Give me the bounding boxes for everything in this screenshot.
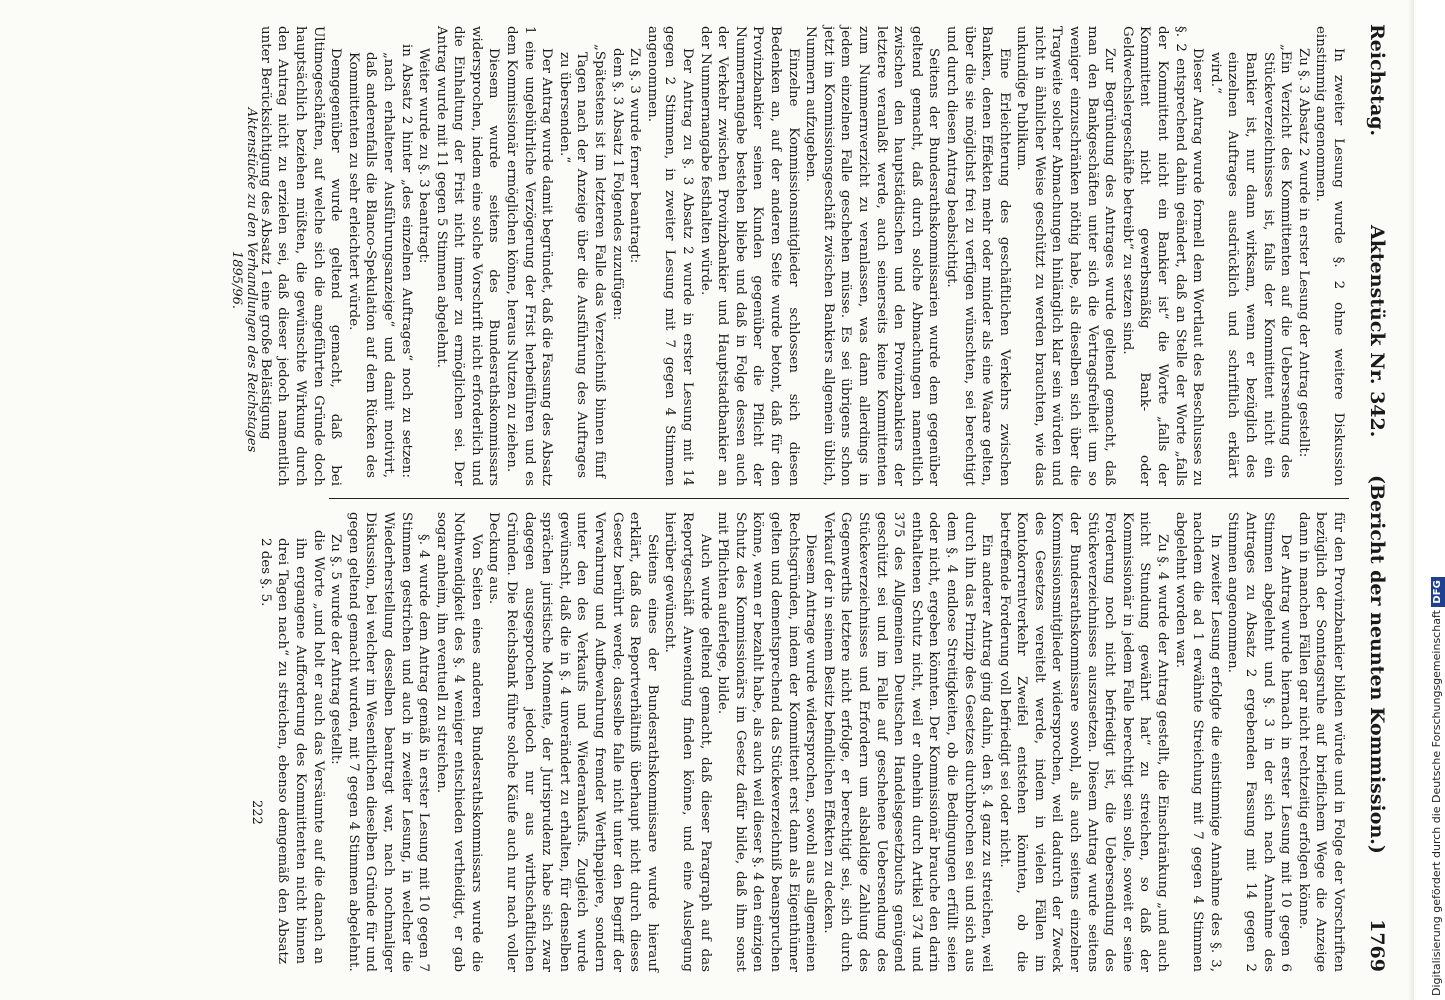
quoted-motion: „Spätestens ist im letzteren Falle das Verzeichniß binnen fünf Tagen nach der Anzeige über die Ausführung des Auftrages zu übersenden.“ — [556, 44, 608, 478]
paragraph: Von Seiten eines anderen Bundesrathskommissars wurde die Nothwendigkeit des §. 4 weniger entschieden vertheidigt, er gab sogar anheim, ihn eventuell zu streichen. — [433, 512, 484, 972]
paragraph: Zu §. 3 Absatz 2 wurde in erster Lesung der Antrag gestellt: — [1295, 48, 1311, 458]
paragraph: Zu §. 3 wurde ferner beantragt: — [627, 48, 643, 264]
footer-page-number: 222 — [249, 800, 264, 825]
credit-text: Digitalisierung gefördert durch die Deutsche Forschungsgemeinschaft — [1430, 610, 1443, 996]
paragraph: Der Antrag zu §. 3 Absatz 2 wurde in erster Lesung mit 14 gegen 2 Stimmen, in zweiter Lesung mit 7 gegen 4 Stimmen angenommen. — [644, 26, 696, 486]
quoted-motion: in Absatz 2 hinter „des einzelnen Auftrages“ noch zu setzen: „nach erhaltener Ausführungsanzeige“ und damit motivirt, daß anderenfalls die Blanco-Spekulation auf dem Rücken des Kommittenten zu sehr erleichtert würde. — [345, 44, 414, 478]
dfg-logo: DFG — [1431, 577, 1445, 606]
paragraph: Demgegenüber wurde geltend gemacht, daß bei Ultimogeschäften, auf welche sich die angeführten Gründe doch hauptsächlich beziehen müßten, die gewünschte Wirkung durch den Antrag nicht zu erzielen sei, daß dieser jedoch namentlich unter Berücksichtigung des Absatz 1 eine große Belästigung — [257, 26, 344, 486]
paragraph: Einzelne Kommissionsmitglieder schlossen sich diesen Bedenken an, auf der anderen Seite wurde betont, daß für den Provinzbankier seinen Kunden gegenüber die Pflicht der Nummernangabe bestehen bliebe und daß in Folge dessen auch der Verkehr zwischen Provinzbankier und Hauptstadtbankier an der Nummernangabe festhalten würde. — [697, 26, 801, 486]
paragraph: In zweiter Lesung wurde §. 2 ohne weitere Diskussion einstimmig angenommen. — [1313, 26, 1346, 486]
paragraph: In zweiter Lesung erfolgte die einstimmige Annahme des §. 3, nachdem die ad 1 erwähnte Streichung mit 7 gegen 4 Stimmen abgelehnt worden war. — [1172, 512, 1223, 972]
paragraph: dem §. 3 Absatz 1 Folgendes zuzufügen: — [609, 48, 625, 321]
paragraph: Auch wurde geltend gemacht, daß dieser Paragraph auf das Reportgeschäft Anwendung finden könne, und eine Auslegung hierüber gewünscht. — [662, 512, 713, 972]
left-column — [257, 26, 1347, 486]
quoted-motion: „Ein Verzicht des Kommittenten auf die Uebersendung des Stückeverzeichnisses ist, falls der Kommittent nicht ein Bankier ist, nur dann wirksam, wenn er bezüglich des einzelnen Auftrages ausdrücklich und schriftlich erklärt wird.“ — [1207, 44, 1294, 478]
digitization-sidebar — [1416, 0, 1443, 1000]
header-left: Reichstag. — [1366, 24, 1388, 137]
paragraph: für den Provinzbankier bilden würde und in Folge der Vorschriften bezüglich der Sonntagsruhe auf brieflichem Wege die Anzeige dann in manchen Fällen gar nicht rechtzeitig erfolgen könne. — [1295, 512, 1346, 972]
paragraph: Der Antrag wurde hiernach in erster Lesung mit 10 gegen 6 Stimmen abgelehnt und §. 3 in der sich nach Annahme des Antrages zu Absatz 2 ergebenden Fassung mit 14 gegen 2 Stimmen angenommen. — [1225, 512, 1294, 972]
quoted-motion: die Worte „und holt er auch das Versäumte auf die danach an ihn ergangene Aufforderung des Kommittenten nicht binnen drei Tagen nach“ zu streichen, ebenso demgemäß den Absatz 2 des §. 5. — [257, 530, 326, 964]
scan-edge-shadow — [1408, 0, 1414, 1000]
paragraph: Seitens eines der Bundesrathskommissare wurde hierauf erklärt, daß das Reportverhältniß überhaupt nicht durch dieses Gesetz berührt werde; dasselbe falle nicht unter den Begriff der Verwahrung und Aufbewahrung fremder Werthpapiere, sondern unter den des Verkaufs und Wiederankaufs. Zugleich wurde gewünscht, daß die in §. 4 unverändert zu erhalten, für denselben sprächen juristische Momente, der Jurisprudenz habe sich zwar dagegen ausgesprochen jedoch nur aus wirthschaftlichen Gründen. Die Reichsbank führe solche Käufe auch nur nach voller Deckung aus. — [486, 512, 660, 972]
paragraph: Zu §. 4 wurde der Antrag gestellt, die Einschränkung „und auch nicht Stundung gewährt hat“ zu streichen, so daß der Kommissionär in jedem Falle berechtigt sein solle, soweit er seine Forderung noch nicht befriedigt ist, die Uebersendung des Stückeverzeichnisses auszusetzen. Diesem Antrag wurde seitens der Bundesrathskommissare sowohl, als auch seitens einzelner Kommissionsmitglieder widersprochen, weil dadurch der Zweck des Gesetzes vereitelt werde, indem in vielen Fällen im Kontokorrentverkehr Zweifel entstehen könnten, ob die betreffende Forderung voll befriedigt sei oder nicht. — [996, 512, 1171, 972]
page-header — [1355, 20, 1399, 980]
right-column — [257, 512, 1347, 972]
column-divider — [329, 498, 1349, 499]
digitization-credit — [1430, 36, 1445, 996]
paragraph: Der Antrag wurde damit begründet, daß die Fassung des Absatz 1 eine ungebührliche Verzögerung der Frist herbeiführen und es dem Kommissionär ermöglichen könne, heraus Nutzen zu ziehen. — [504, 26, 555, 486]
paragraph: Seitens der Bundesrathskommissarien wurde dem gegenüber geltend gemacht, daß durch solche Abmachungen namentlich zwischen den hauptstädtischen und den Provinzbankiers der letztere veranlaßt werde, auch seinerseits keine Kommittenten zum Nummernverzicht zu veranlassen, was dann allerdings in jedem einzelnen Falle geschehen müsse. Es sei übrigens schon jetzt im Kommissionsgeschäft zwischen Bankiers allgemein üblich, Nummern aufzugeben. — [803, 26, 942, 486]
paragraph: Eine Erleichterung des geschäftlichen Verkehrs zwischen Banken, denen Effekten mehr oder minder als eine Waare gelten, über die sie möglichst frei zu verfügen wünschten, sei berechtigt und durch diesen Antrag beabsichtigt. — [943, 26, 1012, 486]
header-center-subtitle: (Bericht der neunten Kommission.) — [1366, 475, 1388, 854]
paragraph: Diesem wurde seitens des Bundesrathskommissars widersprochen, indem eine solche Vorschrift nicht erforderlich und die Einhaltung der Frist nicht immer zu ermöglichen sei. Der Antrag wurde mit 11 gegen 5 Stimmen abgelehnt. — [433, 26, 502, 486]
page-footer: Aktenstücke zu den Verhandlungen des Reichstages 1895/96. — [229, 107, 259, 453]
rotated-document — [59, 20, 1399, 980]
paragraph: Dieser Antrag wurde formell dem Wortlaut des Beschlusses zu §. 2 entsprechend dahin geändert, daß an Stelle der Worte „falls der Kommittent nicht ein Bankier ist“ die Worte „falls der Kommittent nicht gewerbsmäßig Bank- oder Geldwechslergeschäfte betreibt“ zu setzen sind. — [1119, 26, 1206, 486]
paragraph: Diesem Antrage wurde widersprochen, sowohl aus allgemeinen Rechtsgründen, indem der Kommittent erst dann als Eigenthümer gelten und dementsprechend das Stückeverzeichniß beanspruchen könne, wenn er bezahlt habe, als auch weil dieser §. 4 den einzigen Schutz des Kommissionärs im Gesetz dafür bilde, daß ihm sonst mit Pflichten auferlege, bilde. — [715, 512, 819, 972]
paragraph: Ein anderer Antrag ging dahin, den §. 4 ganz zu streichen, weil durch ihn das Prinzip des Gesetzes durchbrochen sei und sich aus dem §. 4 endlose Streitigkeiten, ob die Bedingungen erfüllt seien oder nicht, ergeben könnten. Der Kommissionär brauche den darin enthaltenen Schutz nicht, weil er ohnehin durch Artikel 374 und 375 des Allgemeinen Deutschen Handelsgesetzbuchs genügend geschützt sei und im Falle auf geschehene Uebersendung des Stückeverzeichnisses und Erfordern um alsbaldige Zahlung des Gegenwerths letztere nicht erfolge, er berechtigt sei, sich durch Verkauf der in seinem Besitz befindlichen Effekten zu decken. — [820, 512, 995, 972]
header-center: Aktenstück Nr. 342. — [1366, 225, 1388, 438]
paragraph: Weiter wurde zu §. 3 beantragt: — [416, 48, 432, 264]
paragraph: Zur Begründung des Antrages wurde geltend gemacht, daß man den Bankgeschäften unter sich die Vertragsfreiheit um so weniger einzuschränken nöthig habe, als dieselben sich über die Tragweite solcher Abmachungen hinlänglich klar sein würden und nicht in ähnlicher Weise geschützt zu werden brauchten, wie das unkundige Publikum. — [1014, 26, 1118, 486]
header-page-number: 1769 — [1366, 919, 1388, 972]
paragraph: §. 4 wurde dem Antrag gemäß in erster Lesung mit 10 gegen 7 Stimmen gestrichen und auch in zweiter Lesung, in welcher die Wiederherstellung desselben beantragt war, nach nochmaliger Diskussion, bei welcher im Wesentlichen dieselben Gründe für und gegen geltend gemacht wurden, mit 7 gegen 4 Stimmen abgelehnt. — [345, 512, 432, 972]
paragraph: Zu §. 5 wurde der Antrag gestellt: — [328, 534, 344, 765]
